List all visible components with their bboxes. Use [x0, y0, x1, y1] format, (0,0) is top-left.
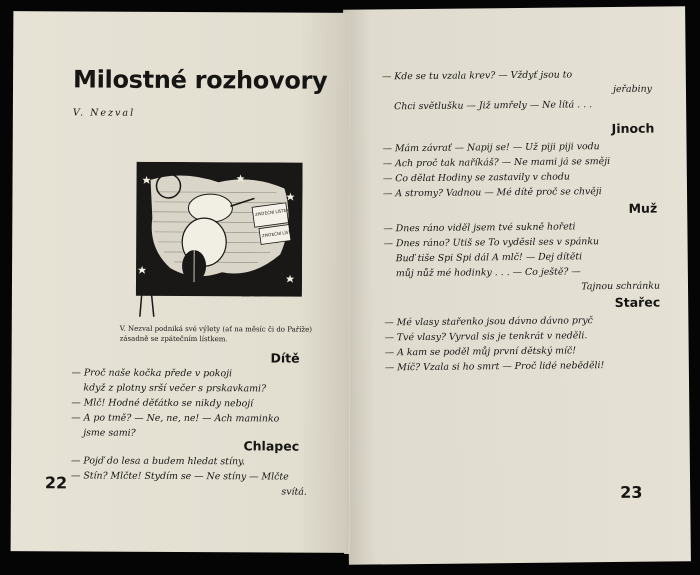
section-heading-muz: Muž [628, 200, 658, 216]
verse-line: — Tvé vlasy? Vyrval sis je tenkrát v neděli. [384, 330, 588, 344]
verse-line: Tajnou schránku [581, 280, 661, 293]
verse-line: — A stromy? Vadnou — Mé dítě proč se chvěji [382, 186, 602, 200]
verse-starec [384, 312, 665, 375]
verse-line: — Mé vlasy stařenko jsou dávno dávno pryč [384, 315, 593, 329]
verse-line: můj nůž mé hodinky . . . — Co ještě? — [395, 266, 581, 280]
verse-line: — Pojď do lesa a budem hledat stíny. [71, 455, 246, 468]
verse-line: — Kde se tu vzala krev? — Vždyť jsou to [381, 69, 573, 83]
verse-line: Chci světlušku — Již umřely — Ne lítá . . . [394, 99, 593, 113]
poem-author: V. Nezval [72, 107, 136, 119]
verse-line: — A kam se poděl můj první dětský míč! [384, 345, 577, 359]
verse-line: jsme sami? [83, 427, 136, 439]
verse-line: — Dnes ráno viděl jsem tvé sukně hořeti [383, 221, 576, 235]
verse-line: — Dnes ráno? Utiš se To vyděsil ses v spánku [383, 236, 600, 250]
verse-line: — Mám závrať — Napij se! — Už piji piji vodu [382, 141, 600, 155]
verse-line: — Míč? Vzala si ho smrt — Proč lidé neběděli! [384, 360, 605, 374]
left-page [11, 11, 350, 553]
illustration [122, 162, 303, 318]
section-heading-starec: Stařec [614, 294, 661, 310]
page-number-left: 22 [44, 473, 68, 493]
verse-muz [383, 219, 660, 297]
verse-line: — Proč naše kočka přede v pokoji [71, 367, 233, 380]
poem-title: Milostné rozhovory [72, 65, 328, 95]
verse-line: když z plotny srší večer s prskavkami? [83, 382, 267, 395]
verse-line: — Stín? Mlčte! Stydím se — Ne stíny — Mlčte [70, 470, 289, 483]
illustration-caption: V. Nezval podniká své výlety (ať na měsíc či do Paříže) zásadně se zpátečním lístkem. [119, 324, 312, 344]
verse-chlapec [71, 453, 307, 499]
section-heading-chlapec: Chlapec [243, 438, 300, 454]
verse-line: — A po tmě? — Ne, ne, ne! — Ach maminko [71, 412, 280, 425]
right-page [343, 6, 691, 565]
page-number-right: 23 [620, 482, 643, 502]
section-heading-jinoch: Jinoch [611, 120, 655, 137]
verse-jinoch [382, 139, 659, 202]
verse-dite [71, 365, 311, 441]
verse-line: jeřabiny [613, 83, 653, 95]
intro-verse [382, 67, 652, 115]
section-heading-dite: Dítě [270, 350, 300, 366]
ticket-text: ZPÁTEČNÍ LÍSTEK [254, 207, 290, 217]
verse-line: Buď tiše Spi Spi dál A mlč! — Dej dítěti [395, 251, 583, 265]
verse-line: — Ach proč tak naříkáš? — Ne mami já se směji [382, 156, 611, 170]
verse-line: svítá. [281, 486, 307, 498]
verse-line: — Co dělat Hodiny se zastavily v chodu [382, 171, 570, 185]
verse-line: — Mlč! Hodné děťátko se nikdy nebojí [71, 397, 254, 410]
ticket-text: ZPÁTEČNÍ LÍSTEK [261, 228, 297, 239]
